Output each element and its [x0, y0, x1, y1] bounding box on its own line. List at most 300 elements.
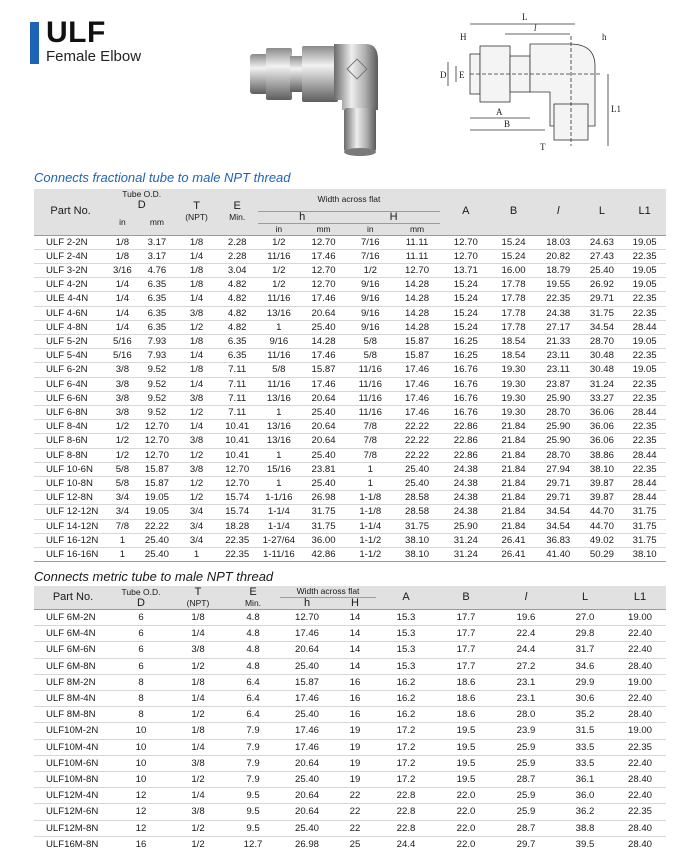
table-cell: 49.02: [589, 534, 614, 546]
table-cell: 17.46: [311, 378, 336, 390]
table-cell: 36.00: [311, 534, 336, 546]
table-cell: 33.27: [589, 392, 614, 404]
part-number-cell: ULF 10-6N: [46, 463, 93, 475]
table-cell: 1/8: [115, 236, 130, 248]
table-row: [34, 349, 666, 363]
table-cell: 34.54: [546, 506, 571, 518]
table-cell: 12.70: [405, 264, 430, 276]
table-cell: 8: [138, 693, 144, 705]
col-tube-od-label: Tube O.D.: [122, 189, 162, 199]
table-cell: 19.05: [632, 264, 657, 276]
table-cell: 6.4: [246, 709, 260, 721]
table-cell: 16.25: [453, 350, 478, 362]
table-cell: 7/16: [360, 250, 380, 262]
table-row: [34, 377, 666, 391]
table-cell: 5/8: [363, 335, 377, 347]
table-cell: 39.87: [589, 492, 614, 504]
table-cell: 25.40: [589, 264, 614, 276]
table-cell: 28.0: [516, 709, 536, 721]
table-cell: 1/2: [272, 279, 286, 291]
table-cell: 2.28: [227, 236, 247, 248]
table-cell: 36.06: [589, 406, 614, 418]
table-cell: 11/16: [267, 378, 291, 390]
table-cell: 4.82: [227, 293, 247, 305]
table-cell: 15.87: [144, 477, 169, 489]
table-cell: 17.46: [294, 741, 319, 753]
table-cell: 1/4: [115, 293, 130, 305]
table-cell: 38.86: [589, 449, 614, 461]
table-cell: 1: [119, 548, 126, 560]
table-cell: 24.38: [453, 506, 478, 518]
table-cell: 15.24: [501, 236, 526, 248]
table-cell: 22.86: [453, 449, 478, 461]
table-cell: 34.54: [546, 520, 571, 532]
table-cell: 26.98: [294, 838, 319, 850]
table-cell: 15.24: [453, 307, 478, 319]
drawing-label-H: H: [460, 32, 467, 42]
table-cell: 28.40: [627, 838, 652, 850]
table-cell: 12.70: [294, 612, 319, 623]
table-cell: 38.10: [589, 463, 614, 475]
table-cell: 22.35: [627, 741, 652, 753]
col-t: [176, 189, 217, 235]
table-cell: 22.35: [632, 421, 657, 433]
table-cell: 15.74: [225, 492, 250, 504]
table-row: [34, 691, 666, 707]
table-cell: 18.6: [456, 709, 476, 721]
table-cell: 22.40: [627, 644, 652, 656]
table-cell: 33.5: [575, 741, 595, 753]
table-cell: 25.40: [405, 477, 430, 489]
table-cell: 16.2: [396, 676, 416, 688]
part-number-cell: ULF10M-6N: [46, 757, 99, 769]
table-cell: 29.9: [575, 676, 595, 688]
table-cell: 28.40: [627, 709, 652, 721]
table-cell: 22.35: [632, 392, 657, 404]
part-number-cell: ULF 4-6N: [46, 307, 88, 319]
table-cell: 12.70: [144, 435, 169, 447]
table-cell: 28.7: [516, 774, 536, 786]
col-tube-od: [107, 189, 176, 211]
part-number-cell: ULF 3-2N: [46, 264, 88, 276]
table-cell: 12.70: [144, 421, 169, 433]
table-cell: 1-1/4: [267, 520, 290, 532]
table-cell: 12.70: [453, 236, 478, 248]
table-cell: 22.40: [627, 757, 652, 769]
table-cell: 17.46: [294, 693, 319, 705]
table-cell: 12.70: [225, 477, 250, 489]
table-cell: 1/4: [191, 790, 205, 802]
table-cell: 12.7: [243, 838, 263, 850]
table-cell: 22.8: [396, 822, 416, 834]
table-cell: 19.00: [627, 612, 652, 623]
table-cell: 7.11: [228, 364, 247, 376]
table-cell: 11/16: [358, 406, 382, 418]
table-cell: 28.40: [627, 822, 652, 834]
table-cell: 19.00: [627, 676, 652, 688]
table-cell: 1/4: [189, 250, 204, 262]
table-cell: 3/4: [189, 520, 204, 532]
table-cell: 1/4: [115, 279, 130, 291]
table-cell: 3/4: [189, 534, 204, 546]
table-cell: 22.22: [144, 520, 169, 532]
table-cell: 20.64: [294, 790, 319, 802]
part-number-cell: ULF 8-8N: [46, 449, 88, 461]
table-cell: 14: [349, 612, 361, 623]
table-cell: 22.40: [627, 628, 652, 640]
col-l: L: [556, 586, 614, 610]
part-number-cell: ULF 8M-8N: [46, 709, 96, 721]
table-cell: 1/2: [115, 435, 130, 447]
table-cell: 25.40: [311, 477, 336, 489]
table-cell: 41.40: [546, 548, 571, 560]
col-e-label: E: [249, 585, 257, 598]
table-cell: 1-1/2: [359, 534, 382, 546]
table-cell: 44.70: [589, 506, 614, 518]
col-a: A: [440, 189, 491, 235]
part-number-cell: ULF 6M-2N: [46, 612, 96, 623]
table-cell: 28.40: [627, 660, 652, 672]
table-cell: 1: [367, 477, 373, 489]
table-cell: 8: [138, 709, 144, 721]
table-cell: 19.30: [501, 392, 526, 404]
table-cell: 1/4: [191, 628, 205, 640]
table-row: [34, 772, 666, 788]
table-cell: 5/16: [113, 350, 132, 362]
table-cell: 9/16: [360, 321, 380, 333]
table-cell: 22.0: [456, 822, 476, 834]
part-number-cell: ULF 8M-4N: [46, 693, 96, 705]
table-cell: 1-27/64: [262, 534, 296, 546]
part-number-cell: ULF10M-8N: [46, 774, 99, 786]
table-cell: 17.7: [456, 612, 476, 623]
table-row: [34, 434, 666, 448]
table-cell: 3/4: [189, 506, 204, 518]
table-row: [34, 491, 666, 505]
table-cell: 16.25: [453, 335, 478, 347]
table-cell: 25.40: [144, 548, 169, 560]
table-cell: 19.5: [456, 757, 476, 769]
col-a: A: [376, 586, 436, 610]
table-cell: 22: [349, 822, 361, 834]
part-number-cell: ULF 12-8N: [46, 492, 93, 504]
table-cell: 25.90: [546, 435, 571, 447]
table-cell: 22.4: [516, 628, 536, 640]
table-cell: 25.90: [546, 421, 571, 433]
table-cell: 22.22: [405, 449, 430, 461]
col-h-in: in: [258, 223, 301, 235]
table-cell: 19: [349, 725, 361, 737]
page-title: ULF: [46, 16, 106, 49]
table-cell: 18.28: [225, 520, 250, 532]
table-cell: 6.4: [246, 676, 260, 688]
table-cell: 1/8: [191, 676, 205, 688]
table-cell: 21.84: [501, 506, 526, 518]
part-number-cell: ULF16M-8N: [46, 838, 99, 850]
table-cell: 9/16: [360, 279, 380, 291]
table-cell: 19: [349, 757, 361, 769]
table-cell: 9.5: [246, 822, 260, 834]
table-cell: 21.33: [546, 335, 571, 347]
table-row: [34, 405, 666, 419]
section-title-metric: Connects metric tube to male NPT thread: [34, 569, 274, 584]
table-cell: 28.40: [627, 774, 652, 786]
table-cell: 31.5: [575, 725, 595, 737]
table-cell: 15.87: [294, 676, 319, 688]
table-cell: 25.90: [546, 392, 571, 404]
table-row: [34, 235, 666, 249]
table-cell: 31.24: [453, 548, 478, 560]
table-cell: 1/2: [272, 236, 286, 248]
table-cell: 22.35: [632, 307, 657, 319]
table-cell: 38.10: [405, 548, 430, 560]
drawing-label-L: L: [522, 12, 528, 22]
table-cell: 1/8: [189, 236, 204, 248]
table-cell: 17.46: [311, 350, 336, 362]
table-cell: 25.40: [311, 449, 336, 461]
table-cell: 3/8: [189, 392, 204, 404]
fractional-table-body: [34, 235, 666, 562]
table-row: [34, 249, 666, 263]
table-cell: 11/16: [267, 293, 291, 305]
table-cell: 42.86: [311, 548, 336, 560]
table-cell: 38.8: [575, 822, 595, 834]
table-cell: 31.75: [405, 520, 430, 532]
table-cell: 17.46: [405, 406, 430, 418]
table-cell: 17.46: [311, 293, 336, 305]
table-cell: 18.6: [456, 693, 476, 705]
table-cell: 12.70: [311, 264, 336, 276]
table-cell: 22.0: [456, 806, 476, 818]
table-cell: 14.28: [405, 321, 430, 333]
col-width-across-flat: Width across flat: [258, 189, 441, 211]
table-cell: 39.87: [589, 477, 614, 489]
table-cell: 25.9: [516, 757, 536, 769]
table-cell: 19.55: [546, 279, 571, 291]
table-row: [34, 674, 666, 690]
table-cell: 6: [138, 612, 144, 623]
drawing-label-E: E: [459, 70, 465, 80]
part-number-cell: ULF 10-8N: [46, 477, 93, 489]
col-l1: L1: [614, 586, 666, 610]
table-cell: 22.35: [632, 350, 657, 362]
table-cell: 24.4: [396, 838, 416, 850]
metric-table: [34, 586, 666, 850]
table-cell: 1: [367, 463, 373, 475]
table-cell: 4.8: [246, 660, 260, 672]
table-cell: 1-1/8: [359, 492, 382, 504]
table-row: [34, 610, 666, 626]
table-cell: 17.78: [501, 279, 526, 291]
drawing-label-B: B: [504, 119, 511, 129]
col-hl-in: in: [347, 223, 394, 235]
col-tube-od: [112, 586, 170, 610]
table-row: [34, 788, 666, 804]
table-cell: 13/16: [266, 421, 291, 433]
table-cell: 23.11: [546, 364, 570, 376]
table-cell: 1/2: [115, 449, 130, 461]
table-cell: 20.64: [294, 644, 319, 656]
part-number-cell: ULF 16-16N: [46, 548, 99, 560]
table-cell: 50.29: [589, 548, 614, 560]
table-cell: 1/2: [189, 321, 204, 333]
col-npt-label: (NPT): [186, 597, 210, 608]
table-cell: 22.35: [632, 250, 657, 262]
table-cell: 44.70: [589, 520, 614, 532]
table-cell: 12: [135, 806, 147, 818]
table-cell: 1/2: [191, 838, 205, 850]
table-cell: 20.64: [294, 757, 319, 769]
table-cell: 15/16: [266, 463, 291, 475]
table-cell: 27.17: [546, 321, 571, 333]
table-cell: 1/4: [189, 350, 204, 362]
table-cell: 28.70: [589, 335, 614, 347]
table-row: [34, 519, 666, 533]
table-cell: 19.5: [456, 774, 476, 786]
table-cell: 22.86: [453, 421, 478, 433]
col-h-large: H: [334, 598, 376, 610]
drawing-label-D: D: [440, 70, 447, 80]
table-row: [34, 292, 666, 306]
table-cell: 20.64: [311, 307, 336, 319]
table-cell: 28.44: [632, 492, 657, 504]
table-cell: 9/16: [360, 293, 380, 305]
table-cell: 30.48: [589, 364, 614, 376]
table-cell: 22.22: [405, 421, 430, 433]
table-cell: 18.54: [501, 350, 526, 362]
table-row: [34, 320, 666, 334]
table-row: [34, 391, 666, 405]
table-cell: 16.76: [453, 364, 478, 376]
part-number-cell: ULF 14-12N: [46, 520, 99, 532]
table-cell: 31.24: [589, 378, 614, 390]
table-cell: 22.0: [456, 838, 476, 850]
part-number-cell: ULF12M-8N: [46, 822, 99, 834]
table-cell: 25: [349, 838, 361, 850]
table-cell: 1/2: [189, 492, 204, 504]
part-number-cell: ULF 5-4N: [46, 350, 88, 362]
table-cell: 10: [135, 725, 147, 737]
table-cell: 1-1/8: [359, 506, 382, 518]
table-cell: 31.75: [311, 520, 336, 532]
title-accent-bar: [30, 22, 39, 64]
part-number-cell: ULF 8-4N: [46, 421, 88, 433]
table-cell: 15.87: [405, 335, 430, 347]
table-row: [34, 476, 666, 490]
table-cell: 6: [138, 628, 144, 640]
table-cell: 19: [349, 741, 361, 753]
table-cell: 4.8: [246, 628, 260, 640]
table-cell: 24.38: [546, 307, 571, 319]
part-number-cell: ULF12M-4N: [46, 790, 99, 802]
table-cell: 7.93: [147, 335, 167, 347]
table-cell: 28.58: [405, 506, 430, 518]
table-cell: 22.35: [632, 378, 657, 390]
table-cell: 23.9: [516, 725, 536, 737]
table-cell: 18.6: [456, 676, 476, 688]
table-cell: 1/2: [189, 406, 204, 418]
part-number-cell: ULF 2-4N: [46, 250, 88, 262]
table-cell: 36.06: [589, 435, 614, 447]
table-cell: 31.75: [311, 506, 336, 518]
table-cell: 7/8: [363, 435, 377, 447]
table-cell: 17.78: [501, 321, 526, 333]
col-width-across-flat: Width across flat: [280, 586, 376, 598]
col-d-in: in: [107, 211, 137, 235]
table-cell: 1/4: [189, 421, 204, 433]
table-cell: 22.86: [453, 435, 478, 447]
table-cell: 7.93: [147, 350, 167, 362]
col-b: B: [491, 189, 536, 235]
col-e: [217, 189, 258, 235]
table-cell: 6.35: [147, 321, 167, 333]
table-cell: 19.05: [632, 279, 657, 291]
table-cell: 1: [276, 321, 282, 333]
table-cell: 1-11/16: [262, 548, 295, 560]
table-cell: 4.82: [227, 279, 247, 291]
table-cell: 19.30: [501, 364, 526, 376]
table-cell: 22.35: [225, 548, 250, 560]
table-cell: 3.17: [147, 250, 167, 262]
col-l1: L1: [623, 189, 666, 235]
table-cell: 17.46: [294, 725, 319, 737]
table-cell: 1-1/4: [359, 520, 382, 532]
table-cell: 3.04: [227, 264, 247, 276]
table-cell: 34.54: [589, 321, 614, 333]
table-cell: 17.46: [405, 378, 430, 390]
table-cell: 31.75: [632, 520, 657, 532]
table-cell: 12.70: [311, 279, 336, 291]
table-cell: 38.10: [405, 534, 430, 546]
table-cell: 6.4: [246, 693, 260, 705]
table-cell: 22.0: [456, 790, 476, 802]
table-cell: 31.75: [632, 534, 657, 546]
table-row: [34, 334, 666, 348]
part-number-cell: ULF 6M-4N: [46, 628, 96, 640]
table-cell: 25.9: [516, 790, 536, 802]
technical-drawing: [430, 6, 630, 156]
table-cell: 22.8: [396, 806, 416, 818]
table-cell: 29.8: [575, 628, 595, 640]
table-cell: 12.70: [144, 449, 169, 461]
table-cell: 1/4: [115, 307, 130, 319]
table-cell: 7/8: [363, 449, 377, 461]
table-cell: 15.87: [144, 463, 169, 475]
table-cell: 7.11: [228, 392, 247, 404]
table-cell: 11/16: [358, 378, 382, 390]
table-cell: 3/8: [191, 806, 205, 818]
col-part-no: Part No.: [34, 189, 107, 235]
table-row: [34, 804, 666, 820]
table-cell: 12.70: [311, 236, 336, 248]
table-cell: 22.35: [632, 435, 657, 447]
table-cell: 3/8: [191, 757, 205, 769]
table-cell: 19.05: [144, 492, 169, 504]
table-cell: 36.06: [589, 421, 614, 433]
table-cell: 28.44: [632, 406, 657, 418]
table-cell: 15.87: [311, 364, 336, 376]
table-cell: 9.52: [147, 364, 167, 376]
table-cell: 16.00: [501, 264, 526, 276]
table-cell: 6: [138, 644, 144, 656]
table-cell: 36.1: [575, 774, 595, 786]
table-cell: 17.2: [396, 725, 416, 737]
table-cell: 1/4: [189, 378, 204, 390]
table-cell: 25.40: [294, 822, 319, 834]
table-cell: 23.81: [311, 463, 336, 475]
part-number-cell: ULF10M-2N: [46, 725, 99, 737]
table-cell: 3.17: [147, 236, 167, 248]
